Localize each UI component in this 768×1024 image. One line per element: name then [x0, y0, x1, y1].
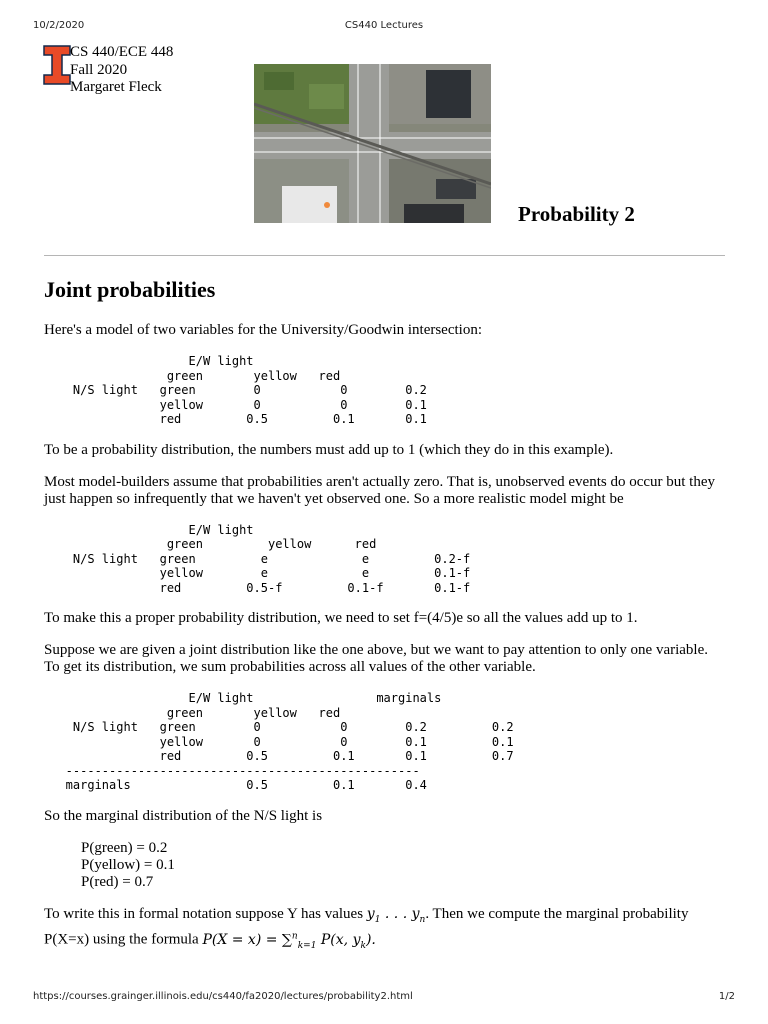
realistic-paragraph: Most model-builders assume that probabilities aren't actually zero. That is, unobserved events do occur but they just happen so infrequently that we haven't yet observed one. So a more realistic model might be — [44, 473, 716, 507]
marginal-paragraph: Suppose we are given a joint distribution like the one above, but we want to pay attention to only one variable. To get its distribution, we sum probabilities across all values of the other variable. — [44, 642, 709, 675]
aerial-intersection-photo — [254, 64, 491, 223]
lecture-content — [44, 276, 726, 970]
marginal-green: P(green) = 0.2 — [81, 839, 168, 856]
joint-table-1: E/W light green yellow red N/S light green 0 0 0.2 yellow 0 0 0.1 red 0.5 0.1 0.1 — [72, 354, 427, 426]
print-site-title: CS440 Lectures — [344, 20, 424, 31]
marginal-distribution-list — [81, 840, 726, 891]
marginal-formula-math: P(X = x) = ∑$^n_{k=1}$ P(x, $y_k$). — [202, 931, 376, 951]
divider — [44, 255, 725, 256]
print-url[interactable]: https://courses.grainger.illinois.edu/cs440/fa2020/lectures/probability2.html — [33, 991, 413, 1002]
course-number: CS 440/ECE 448 — [70, 44, 174, 60]
joint-table-2: E/W light green yellow red N/S light green e e 0.2-f yellow e e 0.1-f red 0.5-f 0.1-f 0.1-f — [72, 522, 471, 595]
so-paragraph: So the marginal distribution of the N/S light is — [44, 807, 323, 824]
marginal-yellow: P(yellow) = 0.1 — [81, 856, 175, 873]
section-title: Joint probabilities — [44, 277, 216, 302]
y-values-math: $y_1$ . . . $y_n$ — [366, 905, 426, 925]
course-term: Fall 2020 — [70, 61, 128, 78]
course-instructor: Margaret Fleck — [70, 79, 162, 95]
formal-notation-paragraph — [44, 906, 726, 955]
formal-text-1: To write this in formal notation suppose Y has values — [44, 905, 367, 922]
illinois-block-i-logo — [43, 45, 71, 85]
formal-text-2: . Then we compute the marginal probability P(X=x) using the formula — [44, 905, 689, 948]
lecture-title: Probability 2 — [518, 202, 635, 226]
proper-paragraph: To make this a proper probability distribution, we need to set f=(4/5)e so all the values add up to 1. — [44, 610, 638, 626]
marginal-red: P(red) = 0.7 — [81, 873, 154, 890]
sum-paragraph: To be a probability distribution, the numbers must add up to 1 (which they do in this example). — [44, 441, 614, 458]
page-number: 1/2 — [718, 991, 735, 1002]
intro-paragraph: Here's a model of two variables for the University/Goodwin intersection: — [44, 322, 483, 338]
joint-table-marginals: E/W light marginals green yellow red N/S light green 0 0 0.2 0.2 yellow 0 0 0.1 0.1 red 0.5 0.1 0.1 0.7 ------------------------------------------------- marginals 0.5 0.1 0.4 — [65, 691, 514, 792]
print-date: 10/2/2020 — [33, 20, 85, 31]
course-info — [70, 44, 173, 97]
